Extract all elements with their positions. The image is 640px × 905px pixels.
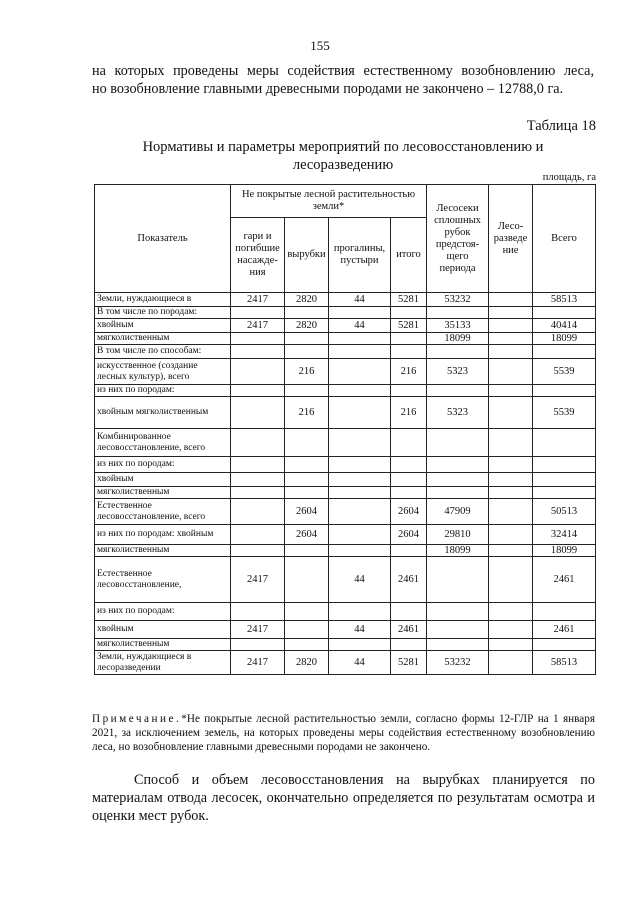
cell-c7: 18099 xyxy=(533,333,596,345)
table-row xyxy=(95,473,596,487)
cell-c3 xyxy=(329,429,391,457)
units-label: площадь, га xyxy=(542,172,596,183)
cell-c7 xyxy=(533,385,596,397)
table-row xyxy=(95,293,596,307)
cell-c3 xyxy=(329,639,391,651)
cell-c2: 216 xyxy=(285,359,329,385)
table-row xyxy=(95,621,596,639)
row-label: из них по породам: xyxy=(95,385,231,397)
cell-c3: 44 xyxy=(329,557,391,603)
table-row xyxy=(95,639,596,651)
table-row xyxy=(95,333,596,345)
table-row xyxy=(95,319,596,333)
header-total-nc: итого xyxy=(391,218,427,293)
cell-c7 xyxy=(533,457,596,473)
cell-c6 xyxy=(489,621,533,639)
row-label: мягколиственным xyxy=(95,545,231,557)
table-title: Нормативы и параметры мероприятий по лесовосстановлению и лесоразведению xyxy=(142,139,544,173)
reforestation-table xyxy=(94,184,596,675)
cell-c1: 2417 xyxy=(231,319,285,333)
cell-c4 xyxy=(391,545,427,557)
table-row xyxy=(95,307,596,319)
row-label: В том числе по породам: xyxy=(95,307,231,319)
table-row xyxy=(95,487,596,499)
header-cuttings: вырубки xyxy=(285,218,329,293)
cell-c3 xyxy=(329,307,391,319)
cell-c5: 47909 xyxy=(427,499,489,525)
cell-c7: 58513 xyxy=(533,293,596,307)
cell-c1 xyxy=(231,545,285,557)
cell-c2: 2604 xyxy=(285,525,329,545)
table-row xyxy=(95,557,596,603)
cell-c6 xyxy=(489,333,533,345)
row-label: Естественное лесовосстановление, всего xyxy=(95,499,231,525)
cell-c3: 44 xyxy=(329,651,391,675)
cell-c2 xyxy=(285,385,329,397)
cell-c5: 53232 xyxy=(427,293,489,307)
cell-c7: 58513 xyxy=(533,651,596,675)
cell-c1 xyxy=(231,457,285,473)
cell-c4 xyxy=(391,333,427,345)
cell-c6 xyxy=(489,457,533,473)
cell-c4 xyxy=(391,345,427,359)
cell-c1 xyxy=(231,397,285,429)
cell-c7 xyxy=(533,487,596,499)
table-row xyxy=(95,525,596,545)
cell-c5 xyxy=(427,557,489,603)
header-logging: Лесосеки сплошных рубок предстоя-щего периода xyxy=(427,185,489,293)
row-label: Земли, нуждающиеся в лесоразведении xyxy=(95,651,231,675)
cell-c1: 2417 xyxy=(231,293,285,307)
cell-c2 xyxy=(285,429,329,457)
cell-c5 xyxy=(427,457,489,473)
table-row xyxy=(95,397,596,429)
intro-paragraph xyxy=(92,62,594,98)
row-label: мягколиственным xyxy=(95,487,231,499)
row-label: искусственное (создание лесных культур), всего xyxy=(95,359,231,385)
table-label: Таблица 18 xyxy=(526,118,596,134)
cell-c2: 2820 xyxy=(285,293,329,307)
cell-c3 xyxy=(329,397,391,429)
cell-c6 xyxy=(489,319,533,333)
cell-c3 xyxy=(329,385,391,397)
cell-c4 xyxy=(391,429,427,457)
cell-c2: 2820 xyxy=(285,651,329,675)
row-label: хвойным xyxy=(95,621,231,639)
cell-c4: 2604 xyxy=(391,525,427,545)
table-row xyxy=(95,457,596,473)
cell-c4: 2604 xyxy=(391,499,427,525)
closing-text: Способ и объем лесовосстановления на вырубках планируется по материалам отвода лесосек, окончательно определяется по результатам осмотра и оценки мест рубок. xyxy=(92,772,595,824)
cell-c3 xyxy=(329,603,391,621)
table-body xyxy=(95,293,596,675)
row-label: из них по породам: xyxy=(95,603,231,621)
cell-c1 xyxy=(231,499,285,525)
cell-c1: 2417 xyxy=(231,557,285,603)
header-glades: прогалины, пустыри xyxy=(329,218,391,293)
cell-c7: 18099 xyxy=(533,545,596,557)
cell-c1: 2417 xyxy=(231,651,285,675)
cell-c4: 5281 xyxy=(391,319,427,333)
cell-c4 xyxy=(391,385,427,397)
cell-c5 xyxy=(427,385,489,397)
page-number: 155 xyxy=(310,38,330,53)
header-burnt: гари и погибшие насажде-ния xyxy=(231,218,285,293)
table-row xyxy=(95,359,596,385)
cell-c5 xyxy=(427,473,489,487)
cell-c4: 5281 xyxy=(391,651,427,675)
cell-c3: 44 xyxy=(329,293,391,307)
cell-c1 xyxy=(231,639,285,651)
cell-c7 xyxy=(533,429,596,457)
row-label: из них по породам: xyxy=(95,457,231,473)
row-label: мягколиственным xyxy=(95,333,231,345)
table-row xyxy=(95,429,596,457)
cell-c5: 18099 xyxy=(427,545,489,557)
cell-c2 xyxy=(285,621,329,639)
cell-c4 xyxy=(391,307,427,319)
cell-c6 xyxy=(489,307,533,319)
cell-c5: 18099 xyxy=(427,333,489,345)
row-label: хвойным xyxy=(95,319,231,333)
cell-c2: 2820 xyxy=(285,319,329,333)
cell-c7: 5539 xyxy=(533,397,596,429)
cell-c6 xyxy=(489,603,533,621)
cell-c6 xyxy=(489,345,533,359)
cell-c1 xyxy=(231,385,285,397)
cell-c7: 2461 xyxy=(533,621,596,639)
header-not-covered: Не покрытые лесной растительностью земли* xyxy=(231,185,427,218)
footnote xyxy=(92,712,595,754)
cell-c7: 50513 xyxy=(533,499,596,525)
cell-c5 xyxy=(427,603,489,621)
cell-c4: 5281 xyxy=(391,293,427,307)
cell-c6 xyxy=(489,499,533,525)
cell-c6 xyxy=(489,473,533,487)
cell-c7: 32414 xyxy=(533,525,596,545)
intro-line-2: но возобновление главными древесными породами не закончено – 12788,0 га. xyxy=(92,81,564,97)
cell-c5 xyxy=(427,307,489,319)
cell-c4: 216 xyxy=(391,359,427,385)
header-indicator: Показатель xyxy=(95,185,231,293)
row-label: В том числе по способам: xyxy=(95,345,231,359)
cell-c3 xyxy=(329,499,391,525)
cell-c3 xyxy=(329,487,391,499)
cell-c2: 216 xyxy=(285,397,329,429)
cell-c5: 5323 xyxy=(427,359,489,385)
cell-c1 xyxy=(231,525,285,545)
cell-c5 xyxy=(427,487,489,499)
cell-c4: 2461 xyxy=(391,557,427,603)
cell-c6 xyxy=(489,525,533,545)
cell-c1 xyxy=(231,359,285,385)
cell-c6 xyxy=(489,429,533,457)
cell-c3 xyxy=(329,525,391,545)
cell-c2 xyxy=(285,603,329,621)
cell-c5 xyxy=(427,639,489,651)
cell-c3 xyxy=(329,345,391,359)
cell-c3 xyxy=(329,457,391,473)
cell-c5: 35133 xyxy=(427,319,489,333)
cell-c7 xyxy=(533,639,596,651)
cell-c1: 2417 xyxy=(231,621,285,639)
cell-c4 xyxy=(391,603,427,621)
header-grand-total: Всего xyxy=(533,185,596,293)
table-row xyxy=(95,545,596,557)
cell-c2 xyxy=(285,457,329,473)
cell-c5: 5323 xyxy=(427,397,489,429)
cell-c2 xyxy=(285,545,329,557)
cell-c3: 44 xyxy=(329,621,391,639)
cell-c5: 53232 xyxy=(427,651,489,675)
cell-c6 xyxy=(489,487,533,499)
cell-c2 xyxy=(285,307,329,319)
cell-c4: 216 xyxy=(391,397,427,429)
cell-c3 xyxy=(329,359,391,385)
cell-c6 xyxy=(489,557,533,603)
cell-c7 xyxy=(533,473,596,487)
table-row xyxy=(95,603,596,621)
cell-c4 xyxy=(391,487,427,499)
closing-paragraph xyxy=(92,771,595,825)
cell-c1 xyxy=(231,603,285,621)
cell-c1 xyxy=(231,345,285,359)
cell-c4 xyxy=(391,457,427,473)
cell-c2 xyxy=(285,639,329,651)
cell-c1 xyxy=(231,487,285,499)
cell-c1 xyxy=(231,307,285,319)
table-row xyxy=(95,385,596,397)
cell-c4 xyxy=(391,639,427,651)
table-row xyxy=(95,345,596,359)
intro-line-1: на которых проведены меры содействия естественному возобновлению леса, xyxy=(92,63,594,79)
table-row xyxy=(95,651,596,675)
cell-c6 xyxy=(489,545,533,557)
row-label: хвойным мягколиственным xyxy=(95,397,231,429)
cell-c3: 44 xyxy=(329,319,391,333)
cell-c4 xyxy=(391,473,427,487)
cell-c5 xyxy=(427,429,489,457)
cell-c4: 2461 xyxy=(391,621,427,639)
cell-c2 xyxy=(285,557,329,603)
row-label: из них по породам: хвойным xyxy=(95,525,231,545)
cell-c6 xyxy=(489,293,533,307)
cell-c5 xyxy=(427,621,489,639)
cell-c3 xyxy=(329,545,391,557)
cell-c2 xyxy=(285,333,329,345)
cell-c7 xyxy=(533,603,596,621)
cell-c5: 29810 xyxy=(427,525,489,545)
cell-c3 xyxy=(329,473,391,487)
cell-c2 xyxy=(285,487,329,499)
footnote-prefix: Примечание. xyxy=(92,713,182,725)
cell-c1 xyxy=(231,333,285,345)
cell-c3 xyxy=(329,333,391,345)
row-label: Земли, нуждающиеся в xyxy=(95,293,231,307)
cell-c6 xyxy=(489,651,533,675)
row-label: Естественное лесовосстановление, xyxy=(95,557,231,603)
cell-c6 xyxy=(489,397,533,429)
cell-c6 xyxy=(489,385,533,397)
cell-c7 xyxy=(533,307,596,319)
table-row xyxy=(95,499,596,525)
cell-c2 xyxy=(285,345,329,359)
cell-c7 xyxy=(533,345,596,359)
cell-c2: 2604 xyxy=(285,499,329,525)
cell-c2 xyxy=(285,473,329,487)
cell-c6 xyxy=(489,359,533,385)
footnote-text: *Не покрытые лесной растительностью земли, согласно формы 12-ГЛР на 1 января 2021, за исключением земель, на которых проведены меры содействия естественному возобновлению леса, но возобновление главными древесными породами не закончено. xyxy=(92,713,595,753)
cell-c7: 40414 xyxy=(533,319,596,333)
cell-c7: 2461 xyxy=(533,557,596,603)
cell-c6 xyxy=(489,639,533,651)
cell-c5 xyxy=(427,345,489,359)
header-afforestation: Лесо-разведе ние xyxy=(489,185,533,293)
cell-c1 xyxy=(231,429,285,457)
row-label: хвойным xyxy=(95,473,231,487)
row-label: мягколиственным xyxy=(95,639,231,651)
cell-c1 xyxy=(231,473,285,487)
cell-c7: 5539 xyxy=(533,359,596,385)
row-label: Комбинированное лесовосстановление, всего xyxy=(95,429,231,457)
